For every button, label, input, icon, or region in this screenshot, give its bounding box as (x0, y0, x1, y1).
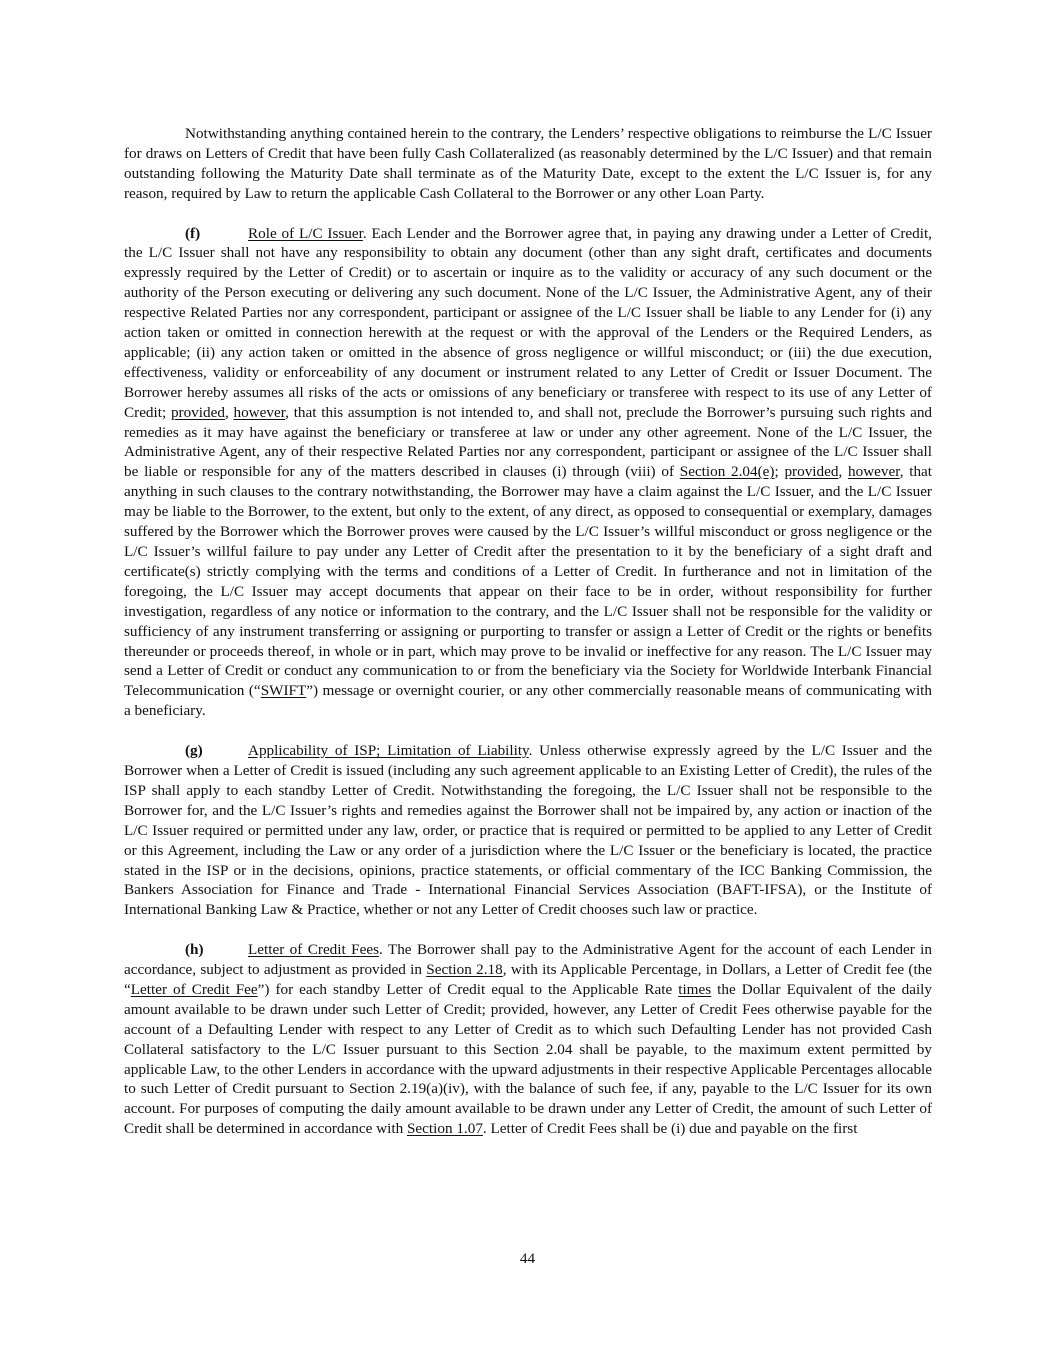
section-f: (f) Role of L/C Issuer. Each Lender and the Borrower agree that, in paying any drawing under a Letter of Credit, the L/C Issuer shall not have any responsibility to obtain any document (other than any sight draft, certificates and documents expressly required by the Letter of Credit) or to ascertain or inquire as to the validity or accuracy of any such document or the authority of the Person executing or delivering any such document. None of the L/C Issuer, the Administrative Agent, any of their respective Related Parties nor any correspondent, participant or assignee of the L/C Issuer shall be liable to any Lender for (i) any action taken or omitted in connection herewith at the request or with the approval of the Lenders or the Required Lenders, as applicable; (ii) any action taken or omitted in the absence of gross negligence or willful misconduct; or (iii) the due execution, effectiveness, validity or enforceability of any document or instrument related to any Letter of Credit or Issuer Document. The Borrower hereby assumes all risks of the acts or omissions of any beneficiary or transferee with respect to its use of any Letter of Credit; provided, however, that this assumption is not intended to, and shall not, preclude the Borrower’s pursuing such rights and remedies as it may have against the beneficiary or transferee at law or under any other agreement. None of the L/C Issuer, the Administrative Agent, any of their respective Related Parties nor any correspondent, participant or assignee of the L/C Issuer shall be liable or responsible for any of the matters described in clauses (i) through (viii) of Section 2.04(e); provided, however, that anything in such clauses to the contrary notwithstanding, the Borrower may have a claim against the L/C Issuer, and the L/C Issuer may be liable to the Borrower, to the extent, but only to the extent, of any direct, as opposed to consequential or exemplary, damages suffered by the Borrower which the Borrower proves were caused by the L/C Issuer’s willful misconduct or gross negligence or the L/C Issuer’s willful failure to pay under any Letter of Credit after the presentation to it by the beneficiary of a sight draft and certificate(s) strictly complying with the terms and conditions of a Letter of Credit. In furtherance and not in limitation of the foregoing, the L/C Issuer may accept documents that appear on their face to be in order, without responsibility for further investigation, regardless of any notice or information to the contrary, and the L/C Issuer shall not be responsible for the validity or sufficiency of any instrument transferring or assigning or purporting to transfer or assign a Letter of Credit or the rights or benefits thereunder or proceeds thereof, in whole or in part, which may prove to be invalid or ineffective for any reason. The L/C Issuer may send a Letter of Credit or conduct any communication to or from the beneficiary via the Society for Worldwide Interbank Financial Telecommunication (“SWIFT”) message or overnight courier, or any other commercially reasonable means of communicating with a beneficiary. (124, 224, 933, 720)
section-number: (g) (185, 742, 203, 760)
document-page (124, 124, 932, 1159)
section-number: (f) (185, 224, 201, 242)
paragraph-text: Notwithstanding anything contained herein to the contrary, the Lenders’ respective obligations to reimburse the L/C Issuer for draws on Letters of Credit that have been fully Cash Collateralized (as reasonably determined by the L/C Issuer) and that remain outstanding following the Maturity Date shall terminate as of the Maturity Date, except to the extent the L/C Issuer is, for any reason, required by Law to return the applicable Cash Collateral to the Borrower or any other Loan Party. (124, 125, 932, 202)
section-heading: Role of L/C Issuer (248, 224, 363, 242)
section-h: (h) Letter of Credit Fees. The Borrower shall pay to the Administrative Agent for the account of each Lender in accordance, subject to adjustment as provided in Section 2.18, with its Applicable Percentage, in Dollars, a Letter of Credit fee (the “Letter of Credit Fee”) for each standby Letter of Credit equal to the Applicable Rate times the Dollar Equivalent of the daily amount available to be drawn under such Letter of Credit; provided, however, any Letter of Credit Fees otherwise payable for the account of a Defaulting Lender with respect to any Letter of Credit as to which such Defaulting Lender has not provided Cash Collateral satisfactory to the L/C Issuer pursuant to this Section 2.04 shall be payable, to the maximum extent permitted by applicable Law, to the other Lenders in accordance with the upward adjustments in their respective Applicable Percentages allocable to such Letter of Credit pursuant to Section 2.19(a)(iv), with the balance of such fee, if any, payable to the L/C Issuer for its own account. For purposes of computing the daily amount available to be drawn under any Letter of Credit, the amount of such Letter of Credit shall be determined in accordance with Section 1.07. Letter of Credit Fees shall be (i) due and payable on the first (124, 941, 933, 1138)
section-heading: Letter of Credit Fees (248, 941, 379, 959)
section-reference: Section 2.18 (426, 961, 503, 979)
section-g: (g) Applicability of ISP; Limitation of Liability. Unless otherwise expressly agreed by the L/C Issuer and the Borrower when a Letter of Credit is issued (including any such agreement applicable to an Existing Letter of Credit), the rules of the ISP shall apply to each standby Letter of Credit. Notwithstanding the foregoing, the L/C Issuer shall not be responsible to the Borrower for, and the L/C Issuer’s rights and remedies against the Borrower shall not be impaired by, any action or inaction of the L/C Issuer required or permitted under any law, order, or practice that is required or permitted to be applied to any Letter of Credit or this Agreement, including the Law or any order of a jurisdiction where the L/C Issuer or the beneficiary is located, the practice stated in the ISP or in the decisions, opinions, practice statements, or official commentary of the ICC Banking Commission, the Bankers Association for Finance and Trade - International Financial Services Association (BAFT-IFSA), or the Institute of International Banking Law & Practice, whether or not any Letter of Credit chooses such law or practice. (124, 742, 932, 919)
section-number: (h) (185, 941, 204, 959)
defined-term: Letter of Credit Fee (130, 980, 258, 998)
section-reference: Section 1.07 (406, 1120, 483, 1138)
section-heading: Applicability of ISP; Limitation of Liability (248, 742, 529, 760)
defined-term: SWIFT (260, 682, 307, 700)
paragraph-intro (124, 124, 932, 204)
page-number: 44 (519, 1250, 536, 1267)
section-reference: Section 2.04(e) (679, 463, 775, 481)
